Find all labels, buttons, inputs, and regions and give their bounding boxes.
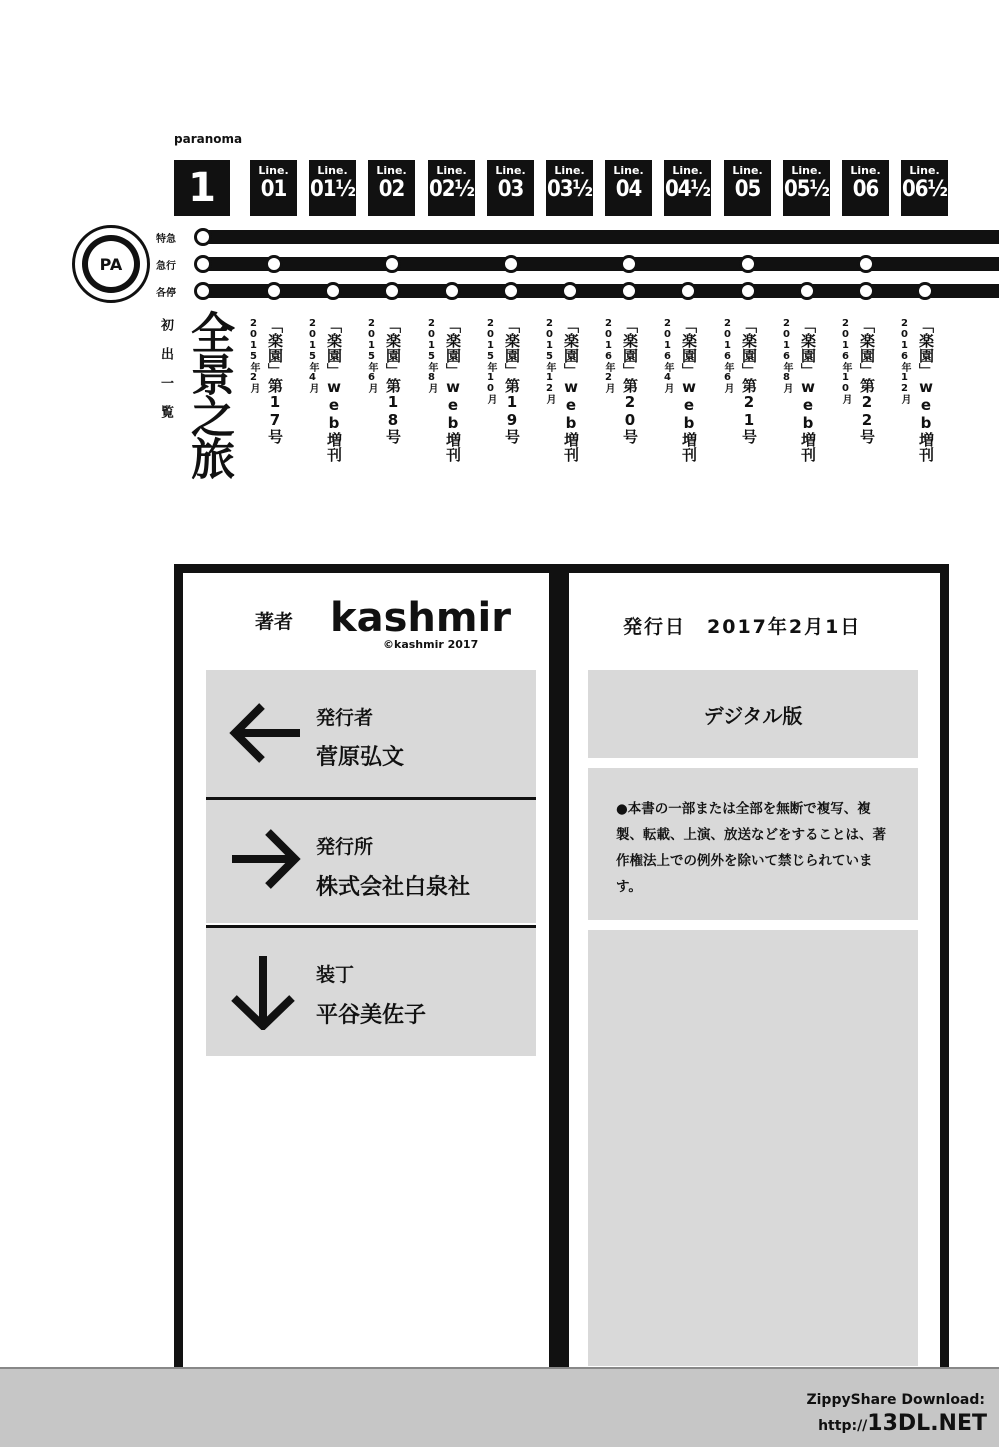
line-number: 06 — [852, 177, 879, 202]
issue-title: 「楽園」第17号 — [266, 318, 284, 444]
issue-title: 「楽園」第19号 — [503, 318, 521, 444]
copyright-notice: ●本書の一部または全部を無断で複写、複製、転載、上演、放送などをすることは、著作権法上での例外を除いて禁じられています。 — [588, 768, 918, 920]
rail-label-rapid: 急行 — [156, 261, 176, 272]
station-stop — [502, 282, 520, 300]
rail-express — [203, 230, 999, 244]
line-number: 01 — [260, 177, 287, 202]
issue-title: 「楽園」web増刊 — [444, 318, 462, 462]
issue-title: 「楽園」web増刊 — [325, 318, 343, 462]
line-number: 04½ — [664, 177, 711, 202]
watermark-host: 13DL.NET — [867, 1411, 987, 1436]
line-number: 03 — [497, 177, 524, 202]
author-label: 著者 — [255, 611, 294, 633]
issue-date: 2015年12月 — [544, 318, 555, 404]
issue-date: 2016年4月 — [662, 318, 673, 393]
station-stop — [857, 282, 875, 300]
issue-title: 「楽園」web増刊 — [799, 318, 817, 462]
line-box — [309, 160, 356, 216]
line-word: Line. — [554, 164, 585, 177]
issue-title: 「楽園」web増刊 — [562, 318, 580, 462]
station-stop — [194, 228, 212, 246]
publishing-house-sign — [206, 800, 536, 923]
issue-date: 2016年8月 — [781, 318, 792, 393]
line-number: 05½ — [783, 177, 830, 202]
publisher-label: 発行者 — [316, 707, 374, 729]
line-number: 04 — [615, 177, 642, 202]
station-stop — [383, 255, 401, 273]
line-word: Line. — [850, 164, 881, 177]
watermark-line2 — [818, 1411, 987, 1436]
issue-title: 「楽園」web増刊 — [917, 318, 935, 462]
line-number: 03½ — [546, 177, 593, 202]
line-word: Line. — [436, 164, 467, 177]
digital-edition: デジタル版 — [588, 670, 918, 758]
arrow-right-icon — [228, 826, 304, 892]
issue-date: 2015年2月 — [248, 318, 259, 393]
station-stop — [194, 255, 212, 273]
line-box — [783, 160, 830, 216]
issue-date: 2015年10月 — [485, 318, 496, 404]
line-word: Line. — [732, 164, 763, 177]
line-box — [487, 160, 534, 216]
design-sign — [206, 928, 536, 1056]
line-number: 05 — [734, 177, 761, 202]
line-box — [428, 160, 475, 216]
line-box — [724, 160, 771, 216]
arrow-down-icon — [228, 954, 298, 1030]
issue-date: 2015年8月 — [426, 318, 437, 393]
line-word: Line. — [495, 164, 526, 177]
rail-rapid — [203, 257, 999, 271]
issue-date: 2016年6月 — [722, 318, 733, 393]
line-word: Line. — [672, 164, 703, 177]
line-word: Line. — [791, 164, 822, 177]
line-word: Line. — [909, 164, 940, 177]
issue-title: 「楽園」第22号 — [858, 318, 876, 444]
line-box — [664, 160, 711, 216]
arrow-left-icon — [228, 700, 304, 766]
station-stop — [265, 255, 283, 273]
volume-number: 1 — [174, 160, 230, 216]
line-box — [842, 160, 889, 216]
station-stop — [265, 282, 283, 300]
station-stop — [739, 255, 757, 273]
blank-panel — [588, 930, 918, 1366]
station-stop — [857, 255, 875, 273]
line-number: 06½ — [901, 177, 948, 202]
station-stop — [502, 255, 520, 273]
issue-date: 2016年10月 — [840, 318, 851, 404]
station-stop — [194, 282, 212, 300]
series-title: 全景之旅 — [183, 310, 234, 478]
issue-date: 2015年6月 — [366, 318, 377, 393]
footer-divider — [0, 1367, 999, 1369]
watermark-line1: ZippyShare Download: — [806, 1392, 985, 1408]
line-word: Line. — [258, 164, 289, 177]
publisher-name: 菅原弘文 — [316, 745, 405, 770]
copyright: ©kashmir 2017 — [383, 638, 479, 651]
issue-date: 2016年12月 — [899, 318, 910, 404]
issue-title: 「楽園」web増刊 — [680, 318, 698, 462]
station-stop — [679, 282, 697, 300]
paranoma-label: paranoma — [174, 132, 243, 146]
line-number: 02½ — [428, 177, 475, 202]
station-stop — [561, 282, 579, 300]
publication-date: 発行日 2017年2月1日 — [623, 616, 862, 638]
author-name: kashmir — [330, 595, 511, 641]
line-number: 01½ — [309, 177, 356, 202]
issue-date: 2015年4月 — [307, 318, 318, 393]
issue-title: 「楽園」第21号 — [740, 318, 758, 444]
issue-title: 「楽園」第18号 — [384, 318, 402, 444]
publishing-house-label: 発行所 — [316, 836, 374, 858]
issue-title: 「楽園」第20号 — [621, 318, 639, 444]
line-number: 02 — [378, 177, 405, 202]
pa-badge — [82, 235, 140, 293]
station-stop — [916, 282, 934, 300]
design-name: 平谷美佐子 — [316, 1003, 427, 1028]
station-stop — [620, 282, 638, 300]
station-stop — [620, 255, 638, 273]
line-word: Line. — [317, 164, 348, 177]
first-appearance-heading: 初出一覧 — [158, 318, 173, 434]
pa-badge-label: PA — [88, 241, 134, 287]
line-box — [901, 160, 948, 216]
publishing-house-name: 株式会社白泉社 — [316, 875, 471, 900]
line-box — [546, 160, 593, 216]
line-box — [250, 160, 297, 216]
line-word: Line. — [613, 164, 644, 177]
publisher-sign — [206, 670, 536, 797]
rail-local — [203, 284, 999, 298]
watermark-prefix: http:// — [818, 1418, 868, 1434]
issue-date: 2016年2月 — [603, 318, 614, 393]
station-stop — [324, 282, 342, 300]
line-box — [605, 160, 652, 216]
rail-label-local: 各停 — [156, 288, 176, 299]
station-stop — [383, 282, 401, 300]
line-box — [368, 160, 415, 216]
station-stop — [798, 282, 816, 300]
station-stop — [443, 282, 461, 300]
rail-label-express: 特急 — [156, 234, 176, 245]
station-stop — [739, 282, 757, 300]
design-label: 装丁 — [316, 964, 355, 986]
line-word: Line. — [376, 164, 407, 177]
